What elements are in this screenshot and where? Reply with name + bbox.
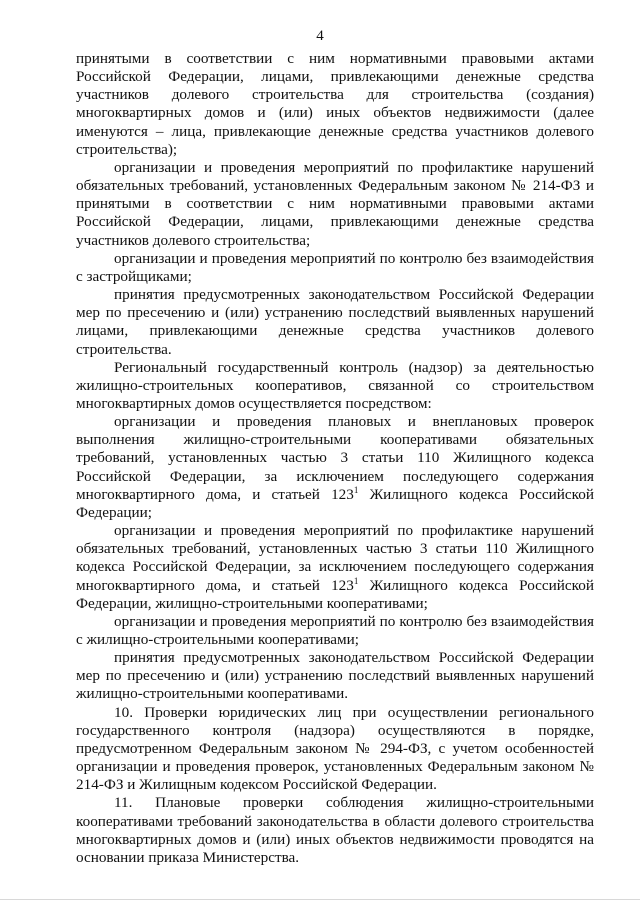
paragraph-6-text: организации и проведения плановых и внеплановых проверок выполнения жилищно-строительными кооперативами обязательных требований, установленных частью 3 статьи 110 Жилищного кодекса Российской Федерации, за исключением последующего содержания многоквартирного дома, и статьей 123 [76, 413, 594, 503]
page-number: 4 [316, 28, 324, 44]
paragraph-4: принятия предусмотренных законодательством Российской Федерации мер по пресечению и (или) устранению последствий выявленных нарушений лицами, привлекающими денежные средства участников долевого строительства. [76, 286, 594, 358]
paragraph-2: организации и проведения мероприятий по профилактике нарушений обязательных требований, установленных Федеральным законом № 214-ФЗ и принятыми в соответствии с ним нормативными правовыми актами Российской Федерации, лицами, привлекающими денежные средства участников долевого строительства; [76, 158, 594, 249]
paragraph-3: организации и проведения мероприятий по контролю без взаимодействия с застройщиками; [76, 249, 594, 285]
page-bottom-edge [0, 899, 640, 900]
document-body [76, 50, 594, 867]
paragraph-1: принятыми в соответствии с ним нормативными правовыми актами Российской Федерации, лицами, привлекающими денежные средства участников долевого строительства для строительства (создания) многоквартирных домов и (или) иных объектов недвижимости (далее именуются – лица, привлекающие денежные средства участников долевого строительства); [76, 50, 594, 158]
paragraph-5: Региональный государственный контроль (надзор) за деятельностью жилищно-строительных кооперативов, связанной со строительством многоквартирных домов осуществляется посредством: [76, 358, 594, 412]
paragraph-6-text-after: Жилищного кодекса Российской Федерации; [76, 485, 594, 521]
paragraph-7-text: организации и проведения мероприятий по профилактике нарушений обязательных требований, установленных частью 3 статьи 110 Жилищного кодекса Российской Федерации, за исключением последующего содержания многоквартирного дома, и статьей 123 [76, 522, 594, 594]
paragraph-11: 11. Плановые проверки соблюдения жилищно-строительными кооперативами требований законодательства в области долевого строительства многоквартирных домов и (или) иных объектов недвижимости проводятся на основании приказа Министерства. [76, 794, 594, 866]
paragraph-6-superscript: 1 [353, 484, 359, 495]
paragraph-7-text-after: Жилищного кодекса Российской Федерации, жилищно-строительными кооперативами; [76, 576, 594, 612]
paragraph-9: принятия предусмотренных законодательством Российской Федерации мер по пресечению и (или) устранению последствий выявленных нарушений жилищно-строительными кооперативами. [76, 649, 594, 703]
paragraph-10: 10. Проверки юридических лиц при осуществлении регионального государственного контроля (надзора) осуществляются в порядке, предусмотренном Федеральным законом № 294-ФЗ, с учетом особенностей организации и проведения проверок, установленных Федеральным законом № 214-ФЗ и Жилищным кодексом Российской Федерации. [76, 703, 594, 794]
paragraph-6 [76, 413, 594, 522]
paragraph-7-superscript: 1 [353, 575, 359, 586]
paragraph-8: организации и проведения мероприятий по контролю без взаимодействия с жилищно-строительными кооперативами; [76, 612, 594, 648]
paragraph-7 [76, 522, 594, 613]
